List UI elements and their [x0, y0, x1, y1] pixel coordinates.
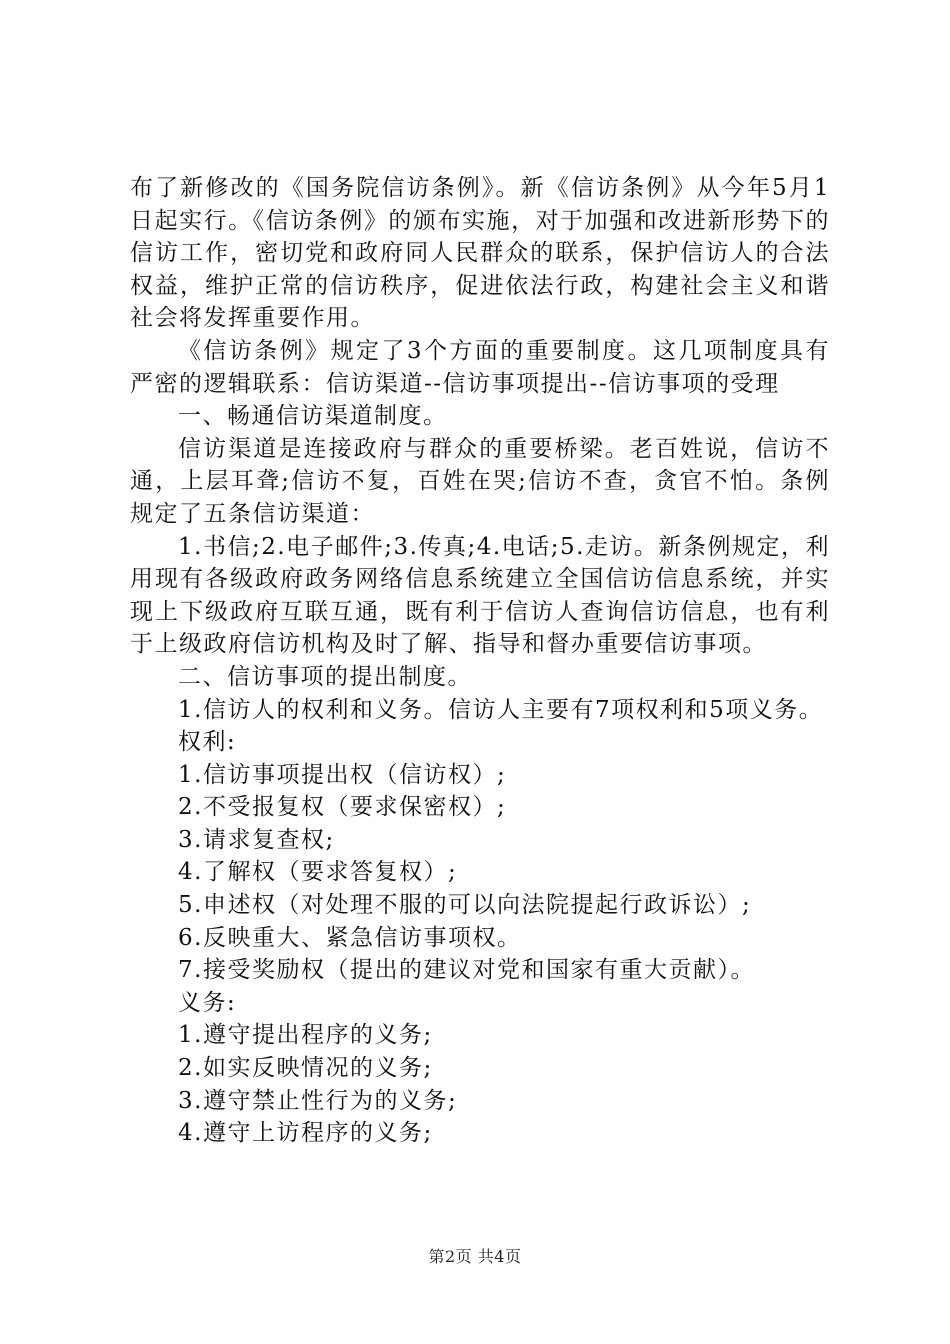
list-item: 4.了解权（要求答复权）;	[178, 859, 458, 886]
list-item: 3.遵守禁止性行为的义务;	[178, 1087, 458, 1114]
paragraph-regulations: 《信访条例》规定了3个方面的重要制度。这几项制度具有严密的逻辑联系：信访渠道--信访事项提出--信访事项的受理	[130, 337, 830, 397]
paragraph-channel-list: 1.书信;2.电子邮件;3.传真;4.电话;5.走访。新条例规定，利用现有各级政府政务网络信息系统建立全国信访信息系统，并实现上下级政府互联互通，既有利于信访人查询信访信息，也有利于上级政府信访机构及时了解、指导和督办重要信访事项。	[130, 533, 830, 658]
section-heading-channels: 一、畅通信访渠道制度。	[178, 403, 448, 430]
list-item: 4.遵守上访程序的义务;	[178, 1120, 433, 1147]
list-item: 7.接受奖励权（提出的建议对党和国家有重大贡献）。	[178, 957, 755, 984]
list-item: 2.不受报复权（要求保密权）;	[178, 794, 507, 821]
list-item: 5.申述权（对处理不服的可以向法院提起行政诉讼）;	[178, 892, 752, 919]
list-item: 1.信访事项提出权（信访权）;	[178, 761, 507, 788]
document-body	[130, 172, 830, 1150]
section-heading-submission: 二、信访事项的提出制度。	[178, 663, 472, 690]
paragraph-rights-duties: 1.信访人的权利和义务。信访人主要有7项权利和5项义务。	[178, 696, 824, 723]
list-item: 6.反映重大、紧急信访事项权。	[178, 924, 522, 951]
page-footer: 第2页 共4页	[428, 1247, 522, 1266]
list-item: 1.遵守提出程序的义务;	[178, 1022, 433, 1049]
rights-title: 权利:	[178, 729, 237, 756]
list-item: 3.请求复查权;	[178, 826, 335, 853]
list-item: 2.如实反映情况的义务;	[178, 1055, 433, 1082]
paragraph-channels: 信访渠道是连接政府与群众的重要桥梁。老百姓说，信访不通，上层耳聋;信访不复，百姓在哭;信访不查，贪官不怕。条例规定了五条信访渠道：	[130, 435, 830, 527]
paragraph-intro: 布了新修改的《国务院信访条例》。新《信访条例》从今年5月1日起实行。《信访条例》的颁布实施，对于加强和改进新形势下的信访工作，密切党和政府同人民群众的联系，保护信访人的合法权益，维护正常的信访秩序，促进依法行政，构建社会主义和谐社会将发挥重要作用。	[130, 175, 830, 332]
duties-title: 义务:	[178, 989, 237, 1016]
